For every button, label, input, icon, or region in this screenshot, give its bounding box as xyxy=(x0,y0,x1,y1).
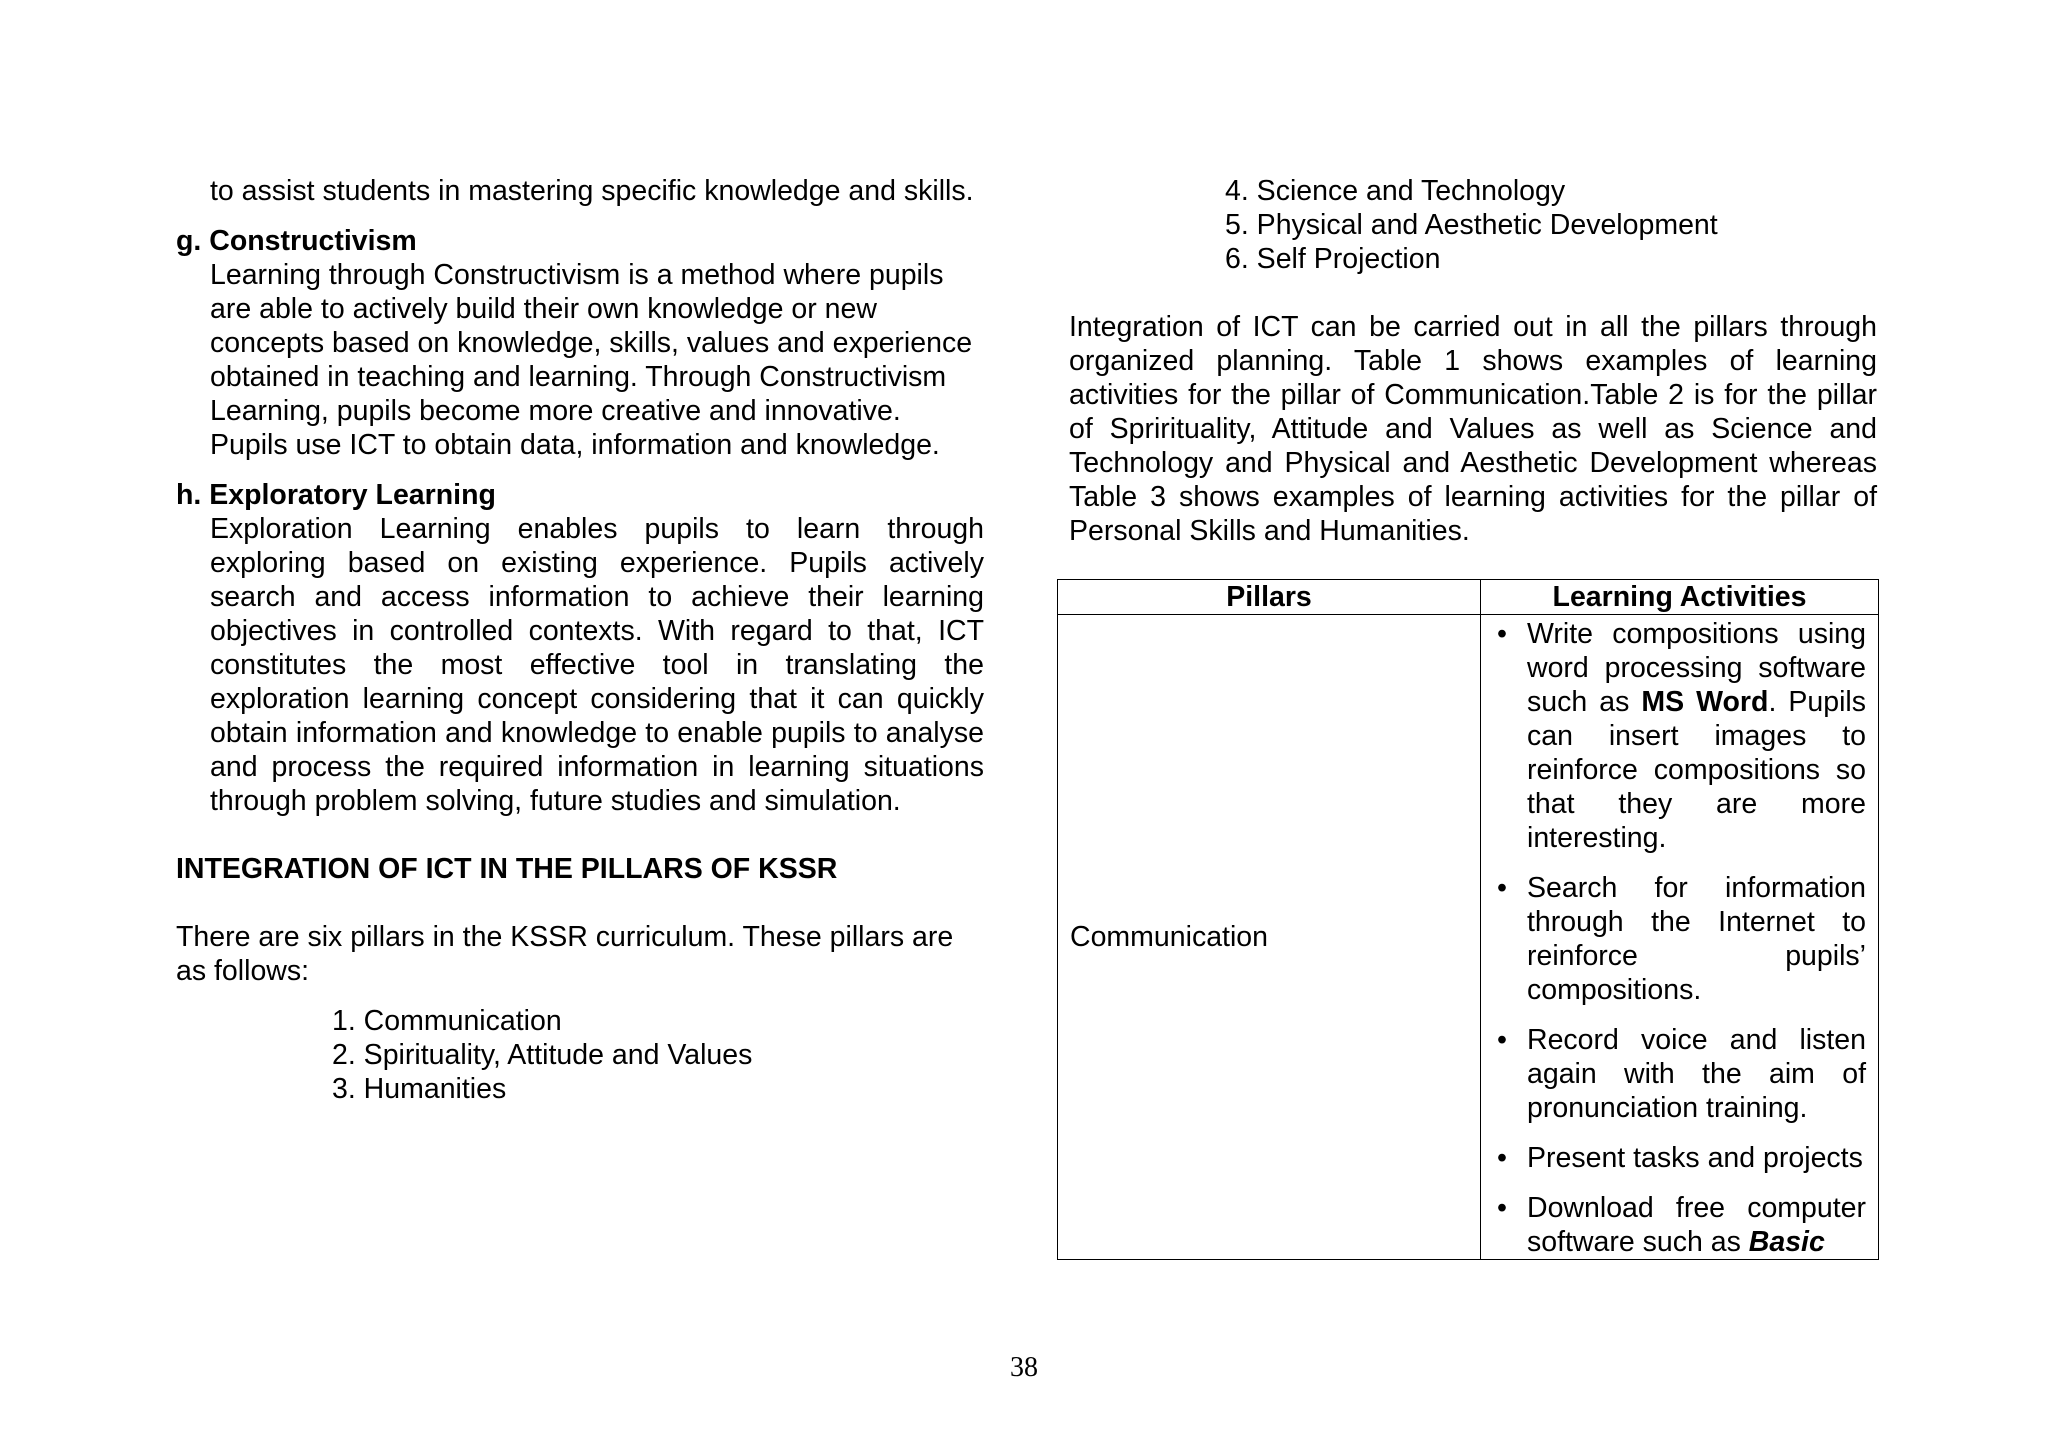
constructivism-heading: g. Constructivism xyxy=(176,225,417,257)
page-number: 38 xyxy=(1010,1352,1038,1383)
pillar-item: 6. Self Projection xyxy=(1225,243,1441,275)
pillars-list-a xyxy=(176,1004,984,1106)
exploratory-heading: h. Exploratory Learning xyxy=(176,479,496,511)
activities-cell xyxy=(1481,615,1879,1260)
header-pillars: Pillars xyxy=(1058,580,1481,615)
exploratory-body: Exploration Learning enables pupils to learn through exploring based on existing experience. Pupils actively search and access information to achieve their learning objectives in controlled contexts. With regard to that, ICT constitutes the most effective tool in translating the exploration learning concept considering that it can quickly obtain information and knowledge to enable pupils to analyse and process the required information in learning situations through problem solving, future studies and simulation. xyxy=(210,513,984,817)
list-item: • Download free computer software such as Basic xyxy=(1497,1192,1866,1258)
bullet-icon: • xyxy=(1497,1142,1507,1174)
left-column xyxy=(176,174,984,1106)
bullet-icon: • xyxy=(1497,1192,1507,1224)
list-item: • Present tasks and projects xyxy=(1497,1142,1863,1174)
bullet-icon: • xyxy=(1497,618,1507,650)
section-intro: There are six pillars in the KSSR curriculum. These pillars are as follows: xyxy=(176,921,954,987)
pillar-item: 5. Physical and Aesthetic Development xyxy=(1225,209,1718,241)
activities-list xyxy=(1489,617,1866,1259)
bullet-icon: • xyxy=(1497,872,1507,904)
list-item: • Search for information through the Internet to reinforce pupils’ compositions. xyxy=(1497,872,1866,1006)
constructivism-body: Learning through Constructivism is a method where pupils are able to actively build their own knowledge or new concepts based on knowledge, skills, values and experience obtained in teaching and learning. Through Constructivism Learning, pupils become more creative and innovative. Pupils use ICT to obtain data, information and knowledge. xyxy=(210,259,973,461)
list-item: • Record voice and listen again with the aim of pronunciation training. xyxy=(1497,1024,1866,1124)
right-column xyxy=(1069,174,1877,548)
integration-paragraph: Integration of ICT can be carried out in all the pillars through organized planning. Table 1 shows examples of learning activities for the pillar of Communication.Table 2 is for the pillar of Sprirituality, Attitude and Values as well as Science and Technology and Physical and Aesthetic Development whereas Table 3 shows examples of learning activities for the pillar of Personal Skills and Humanities. xyxy=(1069,311,1877,547)
pillar-item: 3. Humanities xyxy=(332,1073,507,1105)
intro-text: to assist students in mastering specific knowledge and skills. xyxy=(210,175,974,207)
table-row xyxy=(1058,615,1879,1260)
bullet-icon: • xyxy=(1497,1024,1507,1056)
table-header-row xyxy=(1058,580,1879,615)
pillar-cell: Communication xyxy=(1058,615,1481,1260)
learning-activities-table xyxy=(1057,579,1879,1260)
section-heading: INTEGRATION OF ICT IN THE PILLARS OF KSSR xyxy=(176,853,838,885)
pillar-item: 2. Spirituality, Attitude and Values xyxy=(332,1039,753,1071)
header-learning-activities: Learning Activities xyxy=(1481,580,1879,615)
pillar-item: 4. Science and Technology xyxy=(1225,175,1566,207)
pillar-item: 1. Communication xyxy=(332,1005,562,1037)
list-item: • Write compositions using word processing software such as MS Word. Pupils can insert images to reinforce compositions so that they are more interesting. xyxy=(1497,618,1867,854)
pillars-list-b xyxy=(1069,174,1877,276)
